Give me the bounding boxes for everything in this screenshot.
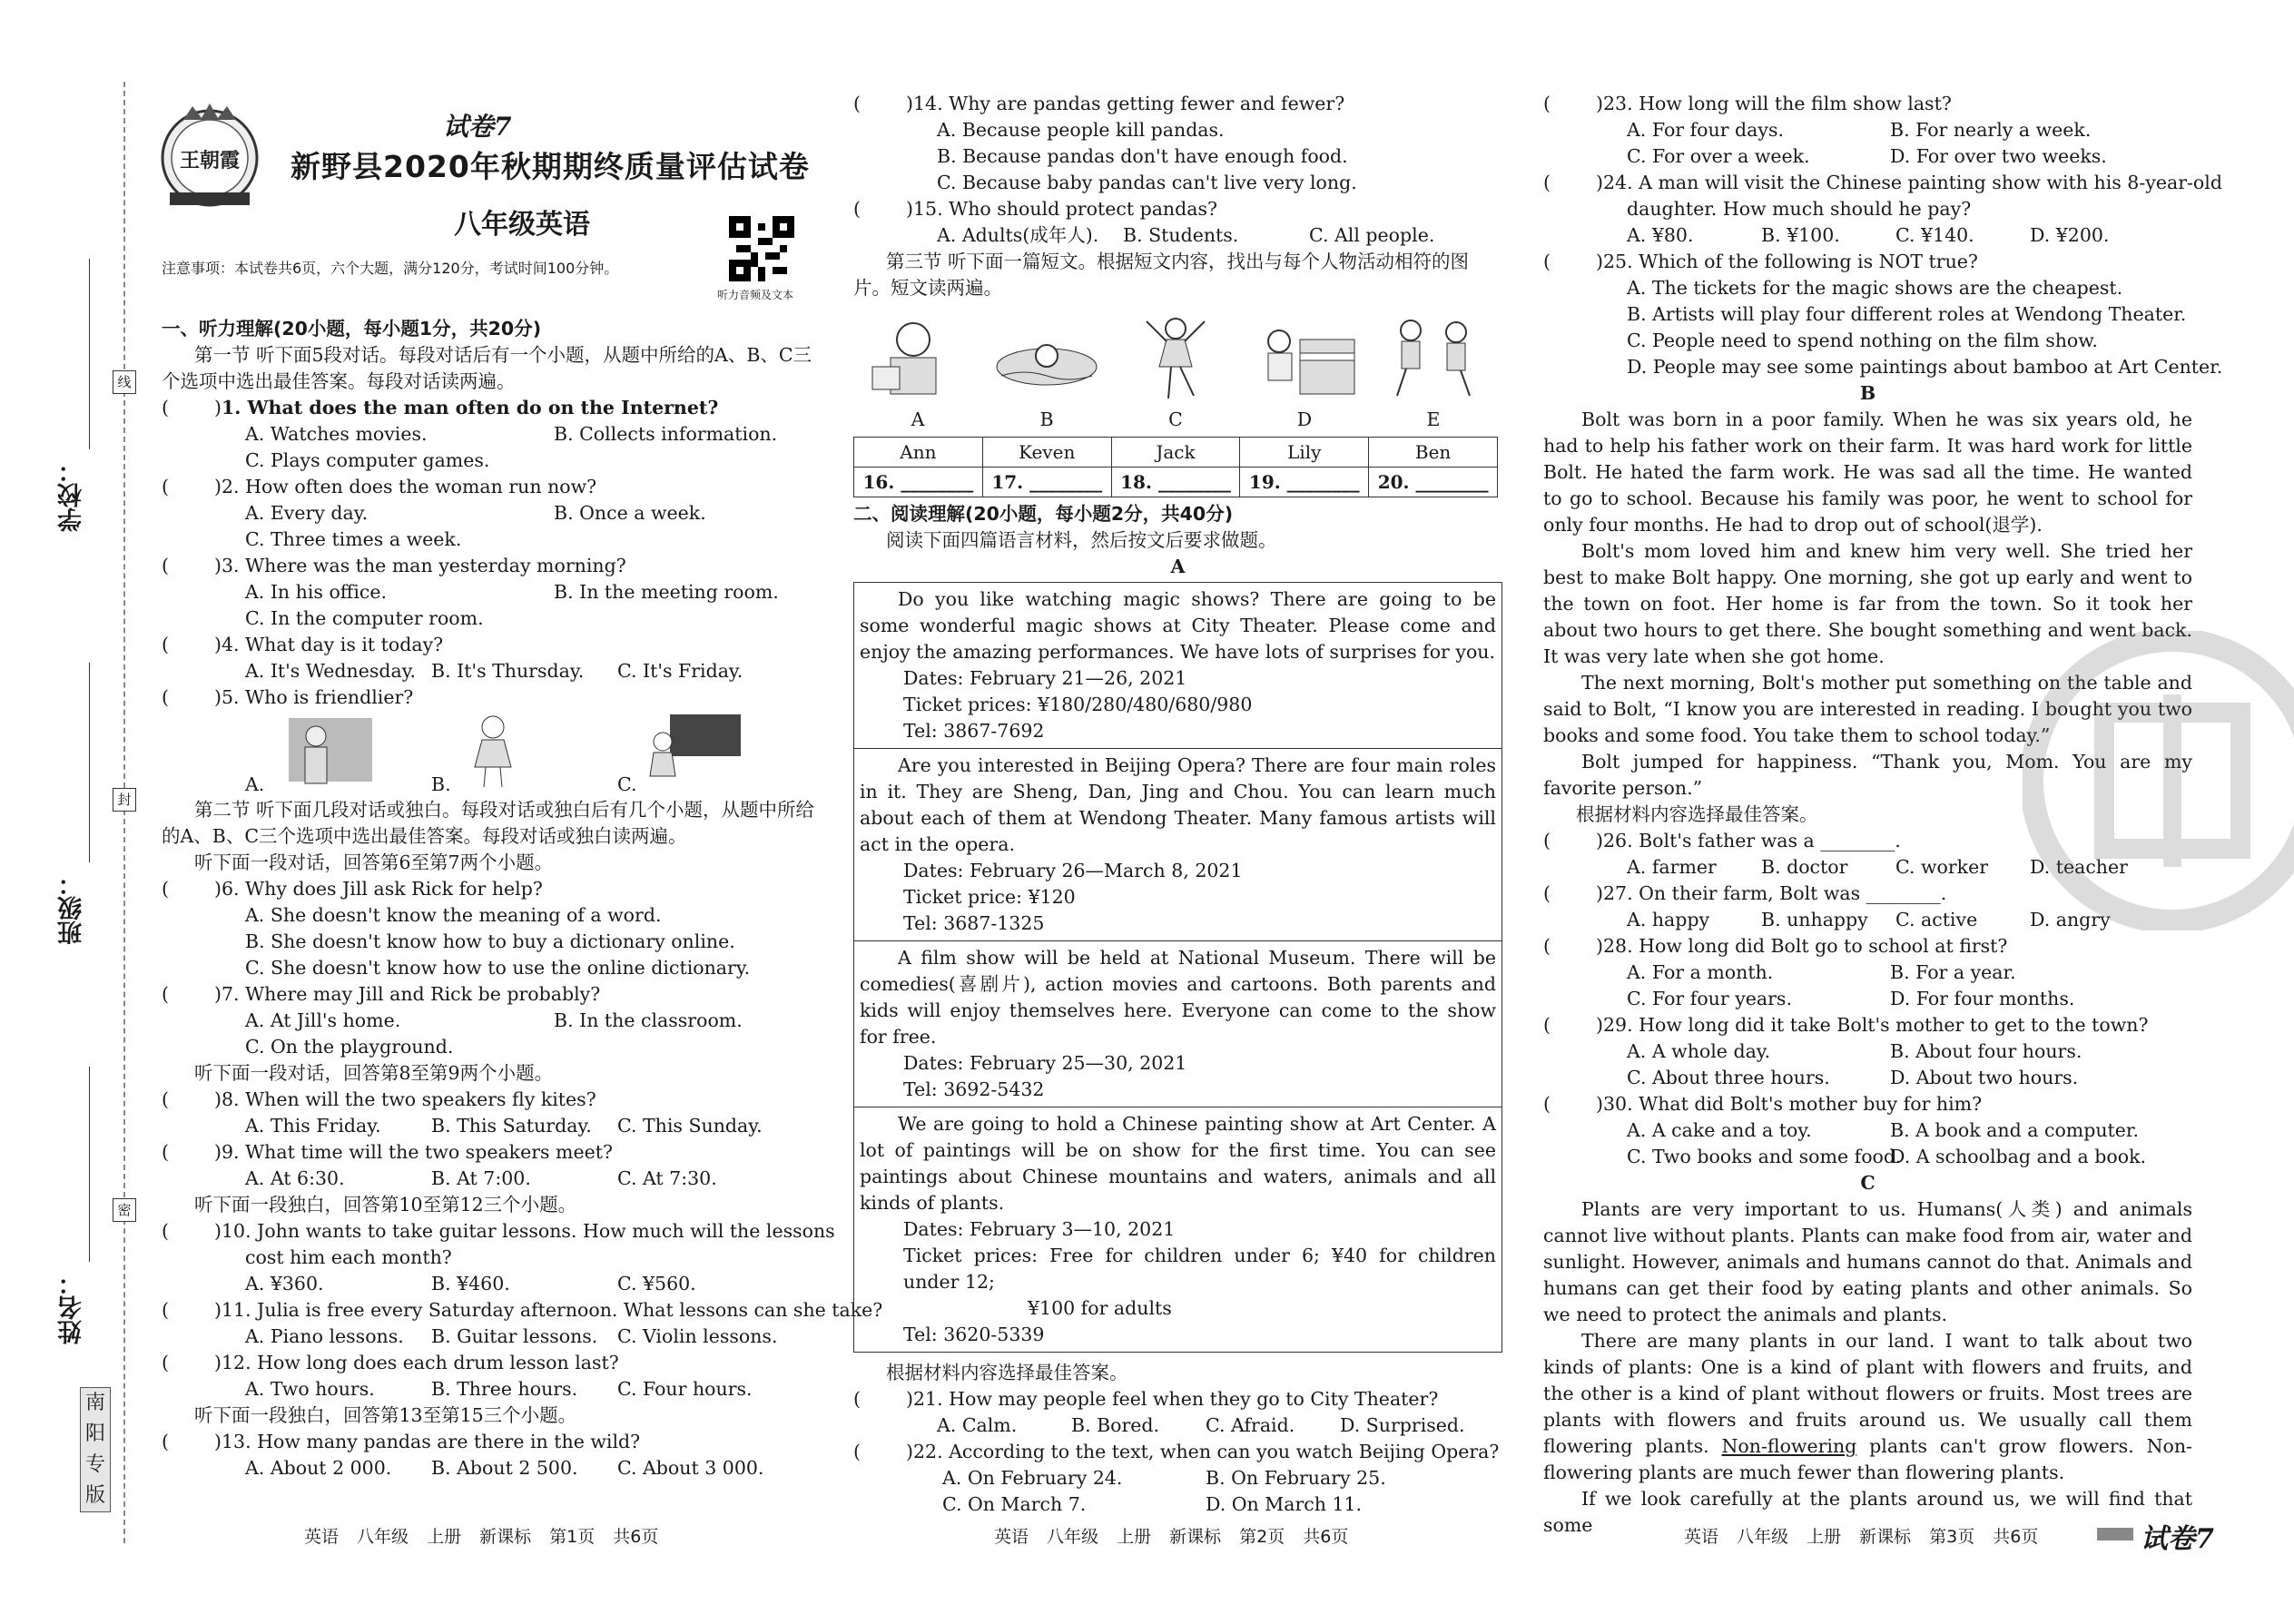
question-30-options-cd: C. Two books and some food. D. A schoolbag and a book. [1627,1146,2147,1167]
choose-note-b: 根据材料内容选择最佳答案。 [1576,803,1818,825]
question-30[interactable]: ( )30. What did Bolt's mother buy for him? [1543,1093,1983,1115]
question-5[interactable]: ( )5. Who is friendlier? [162,686,414,708]
boy-reading-picture [863,312,972,403]
question-1[interactable]: ( )1. What does the man often do on the Internet? [162,397,719,418]
question-11[interactable]: ( )11. Julia is free every Saturday afternoon. What lessons can she take? [162,1299,883,1321]
choose-note-a: 根据材料内容选择最佳答案。 [886,1362,1128,1383]
school-field-label: 学校： [58,458,86,532]
passage-c-paragraph-3: If we look carefully at the plants around us, we will find that some [1543,1488,2192,1536]
passage-b-paragraph-3: The next morning, Bolt's mother put something on the table and said to Bolt, “I know you are interested in reading. I bought you two books and some food. You take them to school today.” [1543,672,2192,746]
question-2-options: A. Every day. B. Once a week. [245,502,706,524]
edition-badge: 南阳专版 [80,1387,111,1512]
passage-b-paragraph-2: Bolt's mom loved him and knew him very well. She tried her best to make Bolt happy. One morning, she got up early and went to the town on foot. Her home is far from the town. So it took her about two hours to get there. She bought something and went back. It was very late when she got home. [1543,540,2192,667]
picture-c: C [1117,312,1235,433]
question-25-option-a: A. The tickets for the magic shows are the cheapest. [1627,277,2123,299]
footer-decor-bar [2097,1528,2133,1540]
seal-mark-3: 密 [113,1198,136,1222]
picture-d: D [1245,312,1364,433]
passage-b-paragraph-1: Bolt was born in a poor family. When he was six years old, he had to help his father work on their farm. It was hard work for little Bolt. He hated the farm work. He was sad all the time. He wanted to go to school. Because his family was poor, he went to school for only four months. He had to drop out of school(退学). [1543,408,2192,536]
question-22[interactable]: ( )22. According to the text, when can you watch Beijing Opera? [853,1441,1500,1462]
question-4-options: A. It's Wednesday. B. It's Thursday. C. It's Friday. [245,660,743,682]
question-22-options-cd: C. On March 7. D. On March 11. [942,1493,1363,1515]
answer-blank-16[interactable]: 16. ________ [854,468,983,497]
question-25-option-b: B. Artists will play four different roles at Wendong Theater. [1627,303,2187,325]
question-28-options-cd: C. For four years. D. For four months. [1627,988,2075,1009]
question-26-options: A. farmer B. doctor C. worker D. teacher [1627,856,2128,878]
question-3[interactable]: ( )3. Where was the man yesterday morning? [162,555,626,576]
question-29-options-cd: C. About three hours. D. About two hours. [1627,1067,2079,1088]
question-11-options: A. Piano lessons. B. Guitar lessons. C. Violin lessons. [245,1325,778,1347]
teacher-at-board-picture [271,711,375,791]
advert-boxes [853,582,1502,1353]
watermark-stamp-icon [2023,631,2294,930]
question-12[interactable]: ( )12. How long does each drum lesson last? [162,1352,619,1373]
question-2-option-c: C. Three times a week. [245,528,462,550]
question-14[interactable]: ( )14. Why are pandas getting fewer and fewer? [853,93,1345,114]
question-30-options-ab: A. A cake and a toy. B. A book and a computer. [1627,1119,2139,1141]
question-9-options: A. At 6:30. B. At 7:00. C. At 7:30. [245,1167,717,1189]
question-24-continued: daughter. How much should he pay? [1627,198,1972,220]
question-10-continued: cost him each month? [245,1246,452,1268]
binding-line [123,82,125,1543]
question-21-options: A. Calm. B. Bored. C. Afraid. D. Surprised. [937,1414,1465,1436]
painting-show-advert: We are going to hold a Chinese painting show at Art Center. A lot of paintings will be on show for the first time. You can see paintings about Chinese mountains and waters, animals and all kinds of plants. Dates: February 3—10, 2021 Ticket prices: Free for children under 6; ¥40 for children under 12; ¥100 for adults Tel: 3620-5339 [860,1113,1496,1345]
question-6-option-a: A. She doesn't know the meaning of a word. [245,904,662,926]
playing-piano-picture [1250,312,1359,403]
question-29-options-ab: A. A whole day. B. About four hours. [1627,1040,2082,1062]
question-28[interactable]: ( )28. How long did Bolt go to school at first? [1543,935,2008,957]
question-13-options: A. About 2 000. B. About 2 500. C. About 3 000. [245,1457,764,1479]
picture-a: A [859,312,977,433]
question-25-option-c: C. People need to spend nothing on the film show. [1627,330,2098,351]
underlined-term: Non-flowering [1721,1435,1857,1457]
answer-blank-17[interactable]: 17. ________ [982,468,1111,497]
name-cell: Lily [1240,438,1369,468]
part-2-instructions: 第二节 听下面几段对话或独白。每段对话或独白后有几个小题，从题中所给的A、B、C三个选项中选出最佳答案。每段对话或独白读两遍。 [162,799,815,847]
footer-series-badge: 试卷7 [2141,1523,2214,1555]
class-field-label: 班级： [58,871,86,945]
answer-blank-19[interactable]: 19. ________ [1240,468,1369,497]
picture-e: E [1374,312,1492,433]
part-1-instructions: 第一节 听下面5段对话。每段对话后有一个小题，从题中所给的A、B、C三个选项中选出最佳答案。每段对话读两遍。 [162,344,812,392]
name-cell: Keven [982,438,1111,468]
question-12-options: A. Two hours. B. Three hours. C. Four hours. [245,1378,753,1400]
name-field-line [89,1067,90,1262]
section-2-heading: 二、阅读理解(20小题，每小题2分，共40分) [853,503,1234,525]
swimming-picture [992,312,1101,403]
two-kids-running-picture [1379,312,1488,403]
question-15-options: A. Adults(成年人). B. Students. C. All people. [937,224,1435,246]
question-6-option-b: B. She doesn't know how to buy a dictionary online. [245,930,735,952]
dancing-picture [1121,312,1230,403]
passage-c-label: C [1860,1172,1876,1194]
question-15[interactable]: ( )15. Who should protect pandas? [853,198,1217,220]
question-23-options-cd: C. For over a week. D. For over two weeks. [1627,145,2107,167]
question-7-option-c: C. On the playground. [245,1036,454,1058]
exam-title: 新野县2020年秋期期终质量评估试卷 [290,149,810,184]
section-1-heading: 一、听力理解(20小题，每小题1分，共20分) [162,318,542,340]
question-23-options-ab: A. For four days. B. For nearly a week. [1627,119,2092,141]
footer-page-2: 英语 八年级 上册 新课标 第2页 共6页 [994,1527,1349,1547]
question-7-options: A. At Jill's home. B. In the classroom. [245,1009,743,1031]
footer-page-1: 英语 八年级 上册 新课标 第1页 共6页 [304,1527,659,1547]
name-field-label: 姓名： [58,1271,86,1344]
page-2-column [853,91,1502,1518]
seal-mark-1: 线 [113,370,136,394]
passage-b-label: B [1859,382,1876,404]
dialogue-2-note: 听下面一段对话，回答第8至第9两个小题。 [194,1062,554,1084]
class-field-line [89,663,90,862]
question-2[interactable]: ( )2. How often does the woman run now? [162,476,597,497]
part-3-instructions: 第三节 听下面一篇短文。根据短文内容，找出与每个人物活动相符的图片。短文读两遍。 [853,251,1470,299]
question-5-picture-options: A. B. C. [162,711,815,797]
footer-page-3: 英语 八年级 上册 新课标 第3页 共6页 [1684,1527,2039,1547]
name-cell: Ann [854,438,983,468]
beijing-opera-advert: Are you interested in Beijing Opera? There are four main roles in it. They are Sheng, Dan, Jing and Chou. You can learn much about each of them at Wendong Theater. Many famous artists will act in the opera. Dates: February 26—March 8, 2021 Ticket price: ¥120 Tel: 3687-1325 [854,749,1501,941]
question-14-option-a: A. Because people kill pandas. [937,119,1225,141]
question-9[interactable]: ( )9. What time will the two speakers meet? [162,1141,613,1163]
question-7[interactable]: ( )7. Where may Jill and Rick be probably? [162,983,601,1005]
seal-mark-2: 封 [113,788,136,812]
subject-title: 八年级英语 [454,209,590,241]
question-3-options: A. In his office. B. In the meeting room. [245,581,779,603]
exam-notice: 注意事项：本试卷共6页，六个大题，满分120分，考试时间100分钟。 [162,260,619,277]
girl-at-blackboard-picture [643,711,743,791]
question-21[interactable]: ( )21. How may people feel when they go to City Theater? [853,1388,1439,1410]
question-27-options: A. happy B. unhappy C. active D. angry [1627,909,2111,930]
question-25-option-d: D. People may see some paintings about bamboo at Art Center. [1627,356,2223,378]
question-6-option-c: C. She doesn't know how to use the online dictionary. [245,957,751,979]
question-22-options-ab: A. On February 24. B. On February 25. [942,1467,1386,1489]
question-8-options: A. This Friday. B. This Saturday. C. This Sunday. [245,1115,763,1137]
question-10-options: A. ¥360. B. ¥460. C. ¥560. [245,1273,696,1294]
activity-pictures [853,312,1498,433]
matching-table [853,437,1498,497]
question-24[interactable]: ( )24. A man will visit the Chinese painting show with his 8-year-old [1543,172,2222,193]
question-1-option-c: C. Plays computer games. [245,449,490,471]
svg-text:王朝霞: 王朝霞 [179,149,241,172]
answer-blank-18[interactable]: 18. ________ [1111,468,1240,497]
question-27[interactable]: ( )27. On their farm, Bolt was ________. [1543,882,1947,904]
passage-c-paragraph-2: There are many plants in our land. I want to talk about two kinds of plants: One is a kind of plant with flowers and fruits, and the other is a kind of plant without flowers or fruits. Most trees are plants with flowers and fruits around us. We usually call them flowering plants. Non-flowering plants can't grow flowers. Non-flowering plants are much fewer than flowering plants. [1543,1330,2192,1483]
film-show-advert: A film show will be held at National Museum. There will be comedies(喜剧片), action movies and cartoons. Both parents and kids will enjoy themselves here. Everyone can come to the show for free. Dates: February 25—30, 2021 Tel: 3692-5432 [854,941,1501,1107]
dialogue-1-note: 听下面一段对话，回答第6至第7两个小题。 [194,851,554,873]
question-29[interactable]: ( )29. How long did it take Bolt's mother to get to the town? [1543,1014,2149,1036]
question-1-options: A. Watches movies. B. Collects information. [245,423,778,445]
magic-show-advert: Do you like watching magic shows? There are going to be some wonderful magic shows at City Theater. Please come and enjoy the amazing performances. We have lots of surprises for you. Dates: February 21—26, 2021 Ticket prices: ¥180/280/480/680/980 Tel: 3867-7692 [854,583,1501,749]
brand-logo [156,102,263,220]
question-8[interactable]: ( )8. When will the two speakers fly kites? [162,1088,596,1110]
question-28-options-ab: A. For a month. B. For a year. [1627,961,2016,983]
passage-c-paragraph-1: Plants are very important to us. Humans(人类) and animals cannot live without plants. Plants can make food from air, water and sunlight. However, animals and humans cannot do that. Animals and humans can get their food by eating plants and other animals. So we need to protect the animals and plants. [1543,1198,2192,1325]
question-23[interactable]: ( )23. How long will the film show last? [1543,93,1952,114]
question-14-option-b: B. Because pandas don't have enough food. [937,145,1348,167]
monologue-1-note: 听下面一段独白，回答第10至第12三个小题。 [194,1194,577,1216]
school-field-line [89,259,90,449]
qr-code-icon[interactable] [729,216,794,281]
passage-a-label: A [1170,556,1186,577]
picture-b: B [988,312,1106,433]
qr-caption: 听力音频及文本 [717,289,794,301]
question-14-option-c: C. Because baby pandas can't live very long. [937,172,1357,193]
section-2-note: 阅读下面四篇语言材料，然后按文后要求做题。 [886,529,1277,551]
series-title: 试卷7 [443,112,512,142]
passage-b-paragraph-4: Bolt jumped for happiness. “Thank you, Mom. You are my favorite person.” [1543,751,2192,799]
question-6[interactable]: ( )6. Why does Jill ask Rick for help? [162,878,543,900]
question-25[interactable]: ( )25. Which of the following is NOT true? [1543,251,1978,272]
page-1-column [162,316,883,1481]
name-cell: Jack [1111,438,1240,468]
name-cell: Ben [1369,438,1498,468]
question-24-options: A. ¥80. B. ¥100. C. ¥140. D. ¥200. [1627,224,2110,246]
question-13[interactable]: ( )13. How many pandas are there in the wild? [162,1431,641,1452]
question-10[interactable]: ( )10. John wants to take guitar lessons. How much will the lessons [162,1220,835,1242]
answer-blank-20[interactable]: 20. ________ [1369,468,1498,497]
smiling-girl-picture [457,711,529,791]
monologue-2-note: 听下面一段独白，回答第13至第15三个小题。 [194,1404,577,1426]
question-3-option-c: C. In the computer room. [245,607,484,629]
question-4[interactable]: ( )4. What day is it today? [162,634,444,655]
question-26[interactable]: ( )26. Bolt's father was a ________. [1543,830,1901,851]
